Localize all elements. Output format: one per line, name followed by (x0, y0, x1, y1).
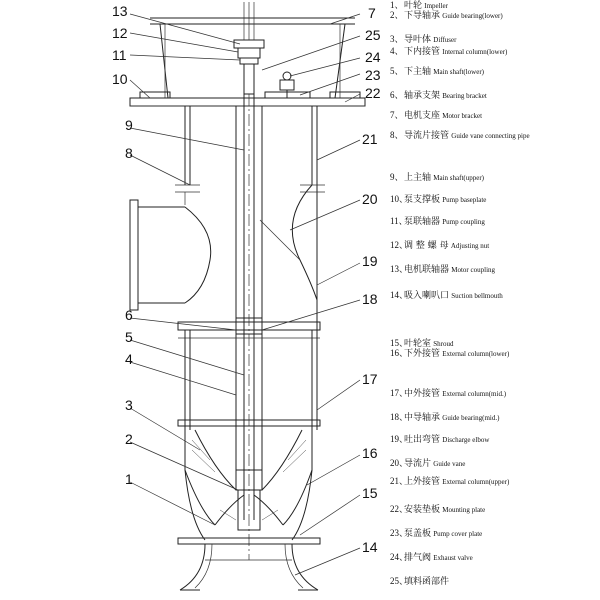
legend-item (390, 388, 600, 399)
legend-chinese-label: 下外接管 (404, 349, 441, 359)
callout-20: 20 (362, 191, 378, 207)
legend-number: 1、 (390, 0, 404, 10)
callout-10: 10 (112, 71, 128, 87)
legend-item (390, 216, 600, 227)
legend-number: 13、 (390, 264, 409, 274)
legend-english-label: Motor coupling (451, 266, 496, 274)
legend-item (390, 290, 600, 301)
legend-english-label: Pump baseplate (442, 196, 487, 204)
legend-number: 20、 (390, 458, 409, 468)
legend-english-label: Mounting plate (442, 506, 486, 514)
legend-chinese-label: 填料函部件 (404, 577, 450, 587)
legend-chinese-label: 上外接管 (404, 477, 441, 487)
legend-english-label: Pump cover plate (433, 530, 483, 538)
callout-2: 2 (125, 431, 133, 447)
legend-chinese-label: 电机支座 (404, 111, 441, 121)
legend-item (390, 552, 600, 563)
legend-chinese-label: 导流片 (404, 459, 432, 469)
legend-english-label: Main shaft(lower) (433, 68, 484, 76)
legend-item (390, 458, 600, 469)
legend-item (390, 194, 600, 205)
legend-item (390, 46, 600, 57)
callout-24: 24 (365, 49, 381, 65)
legend-chinese-label: 中导轴承 (404, 413, 441, 423)
callout-4: 4 (125, 351, 133, 367)
legend-number: 25、 (390, 576, 409, 586)
legend-english-label: Exhaust valve (433, 554, 473, 562)
legend-english-label: Guide bearing(mid.) (442, 414, 500, 422)
callout-13: 13 (112, 3, 128, 19)
legend-english-label: External column(mid.) (442, 390, 507, 398)
legend-english-label: External column(upper) (442, 478, 510, 486)
legend-number: 4、 (390, 46, 404, 56)
legend-english-label: Suction bellmouth (451, 292, 503, 300)
coupling-assembly (234, 2, 264, 94)
legend-chinese-label: 泵支撑板 (404, 195, 441, 205)
legend-item (390, 110, 600, 121)
legend-english-label: Motor bracket (442, 112, 483, 120)
legend-number: 21、 (390, 476, 409, 486)
legend-chinese-label: 排气阀 (404, 553, 432, 563)
callout-7: 7 (368, 5, 376, 21)
legend-item (390, 348, 600, 359)
legend-item (390, 412, 600, 423)
legend-number: 19、 (390, 434, 409, 444)
callout-21: 21 (362, 131, 378, 147)
legend-chinese-label: 泵联轴器 (404, 217, 441, 227)
legend-number: 11、 (390, 216, 408, 226)
legend-chinese-label: 电机联轴器 (404, 265, 450, 275)
legend-chinese-label: 导叶体 (404, 35, 432, 45)
legend-english-label: Pump coupling (442, 218, 485, 226)
legend-number: 6、 (390, 90, 404, 100)
legend-number: 8、 (390, 130, 404, 140)
legend-chinese-label: 下导轴承 (404, 11, 441, 21)
discharge-elbow (130, 185, 317, 310)
legend-number: 22、 (390, 504, 409, 514)
callout-9: 9 (125, 117, 133, 133)
legend-chinese-label: 调 整 螺 母 (404, 241, 449, 251)
legend-chinese-label: 中外接管 (404, 389, 441, 399)
callout-16: 16 (362, 445, 378, 461)
legend-english-label: Guide vane (433, 460, 466, 468)
legend-chinese-label: 下主轴 (404, 67, 432, 77)
legend-number: 14、 (390, 290, 409, 300)
legend-english-label: Discharge elbow (442, 436, 490, 444)
callout-1: 1 (125, 471, 133, 487)
legend-chinese-label: 吐出弯管 (404, 435, 441, 445)
legend-item (390, 66, 600, 77)
legend-number: 3、 (390, 34, 404, 44)
legend-number: 17、 (390, 388, 409, 398)
legend-number: 24、 (390, 552, 409, 562)
legend-english-label: Main shaft(upper) (433, 174, 484, 182)
diffuser (185, 426, 312, 525)
legend-chinese-label: 吸入喇叭口 (404, 291, 450, 301)
legend-english-label: Diffuser (433, 36, 457, 44)
callout-3: 3 (125, 397, 133, 413)
callout-numbers (112, 3, 381, 555)
legend-chinese-label: 叶轮 (404, 1, 423, 11)
callout-25: 25 (365, 27, 381, 43)
legend-number: 18、 (390, 412, 409, 422)
legend-number: 16、 (390, 348, 409, 358)
legend-chinese-label: 叶轮室 (404, 339, 432, 349)
legend-chinese-label: 上主轴 (404, 173, 432, 183)
legend-chinese-label: 轴承支架 (404, 91, 441, 101)
callout-8: 8 (125, 145, 133, 161)
legend-item (390, 34, 600, 45)
legend-chinese-label: 导流片接管 (404, 131, 450, 141)
callout-5: 5 (125, 329, 133, 345)
legend-english-label: Guide vane connecting pipe (451, 132, 530, 140)
legend-item (390, 504, 600, 515)
legend-item (390, 434, 600, 445)
legend-item (390, 264, 600, 275)
legend-english-label: Guide bearing(lower) (442, 12, 503, 20)
legend-item (390, 528, 600, 539)
upper-column (175, 106, 325, 300)
legend-chinese-label: 安装垫板 (404, 505, 441, 515)
callout-11: 11 (112, 47, 127, 63)
callout-19: 19 (362, 253, 378, 269)
callout-18: 18 (362, 291, 378, 307)
legend-number: 7、 (390, 110, 404, 120)
legend-english-label: Internal column(lower) (442, 48, 508, 56)
callout-17: 17 (362, 371, 378, 387)
legend-chinese-label: 下内接管 (404, 47, 441, 57)
legend-number: 9、 (390, 172, 404, 182)
legend-chinese-label: 泵盖板 (404, 529, 432, 539)
legend-english-label: Bearing bracket (442, 92, 487, 100)
legend-item (390, 240, 600, 251)
legend-item (390, 90, 600, 101)
legend-english-label: External column(lower) (442, 350, 510, 358)
legend-number: 15、 (390, 338, 409, 348)
legend-english-label: Adjusting nut (450, 242, 490, 250)
legend-english-label: Shroud (433, 340, 454, 348)
callout-23: 23 (365, 67, 381, 83)
legend-number: 2、 (390, 10, 404, 20)
callout-14: 14 (362, 539, 378, 555)
legend-number: 23、 (390, 528, 409, 538)
legend-english-label: Impeller (424, 2, 448, 10)
exhaust-valve (280, 72, 294, 98)
legend-item (390, 576, 600, 587)
legend-number: 10、 (390, 194, 409, 204)
callout-22: 22 (365, 85, 381, 101)
callout-15: 15 (362, 485, 378, 501)
callout-12: 12 (112, 25, 128, 41)
legend-item (390, 172, 600, 183)
legend-number: 12、 (390, 240, 409, 250)
legend-number: 5、 (390, 66, 404, 76)
legend-item (390, 10, 600, 21)
legend-item (390, 476, 600, 487)
parts-legend (390, 0, 600, 600)
legend-item (390, 130, 600, 141)
callout-6: 6 (125, 307, 133, 323)
